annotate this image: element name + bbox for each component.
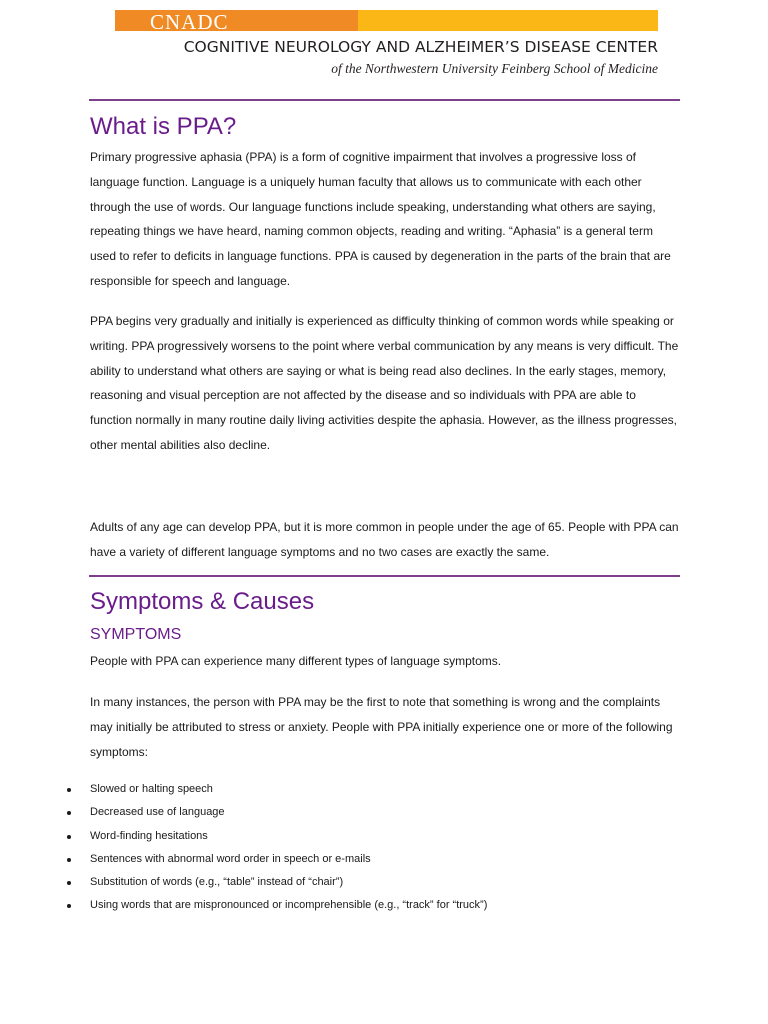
header-yellow-bar xyxy=(358,10,658,31)
logo-text: CNADC xyxy=(150,10,229,34)
paragraph-definition: Primary progressive aphasia (PPA) is a form of cognitive impairment that involves a progressive loss of language function. Language is a uniquely human faculty that allows us to communicate with each other through the use of words. Our language functions include speaking, understanding what others are saying, repeating things we have heard, naming common objects, reading and writing. “Aphasia” is a general term used to refer to deficits in language functions. PPA is caused by degeneration in the parts of the brain that are responsible for speech and language. xyxy=(90,150,671,288)
list-item: Word-finding hesitations xyxy=(0,825,487,848)
bullet-icon xyxy=(67,904,71,908)
paragraph-symptom-types: People with PPA can experience many different types of language symptoms. xyxy=(90,654,502,668)
bullet-icon xyxy=(67,835,71,839)
bullet-icon xyxy=(67,788,71,792)
heading-symptoms-causes: Symptoms & Causes xyxy=(90,588,315,615)
center-name: COGNITIVE NEUROLOGY AND ALZHEIMER’S DISEASE CENTER xyxy=(183,38,658,56)
subheading-symptoms: SYMPTOMS xyxy=(90,626,182,643)
bullet-icon xyxy=(67,858,71,862)
bullet-icon xyxy=(67,811,71,815)
bullet-icon xyxy=(67,881,71,885)
paragraph-age: Adults of any age can develop PPA, but it is more common in people under the age of 65. People with PPA can have a variety of different language symptoms and no two cases are exactly the same. xyxy=(90,520,679,559)
section-divider xyxy=(89,99,680,101)
list-item: Decreased use of language xyxy=(0,801,487,824)
list-item: Substitution of words (e.g., “table” instead of “chair”) xyxy=(0,871,487,894)
paragraph-initial-symptoms: In many instances, the person with PPA may be the first to note that something is wrong and the complaints may initially be attributed to stress or anxiety. People with PPA initially experience one or more of the following symptoms: xyxy=(90,695,673,759)
list-item: Slowed or halting speech xyxy=(0,778,487,801)
logo-block xyxy=(115,10,358,34)
paragraph-progression: PPA begins very gradually and initially is experienced as difficulty thinking of common words while speaking or writing. PPA progressively worsens to the point where verbal communication by any means is very difficult. The ability to understand what others are saying or what is being read also declines. In the early stages, memory, reasoning and visual perception are not affected by the disease and so individuals with PPA are able to function normally in many routine daily living activities despite the aphasia. However, as the illness progresses, other mental abilities also decline. xyxy=(90,314,679,452)
list-item: Using words that are mispronounced or incomprehensible (e.g., “track” for “truck”) xyxy=(0,894,487,917)
list-item: Sentences with abnormal word order in speech or e-mails xyxy=(0,848,487,871)
heading-what-is-ppa: What is PPA? xyxy=(90,113,237,140)
symptom-list xyxy=(0,778,487,918)
center-affiliation: of the Northwestern University Feinberg School of Medicine xyxy=(331,61,658,76)
section-divider xyxy=(89,575,680,577)
header-color-band xyxy=(115,10,658,34)
